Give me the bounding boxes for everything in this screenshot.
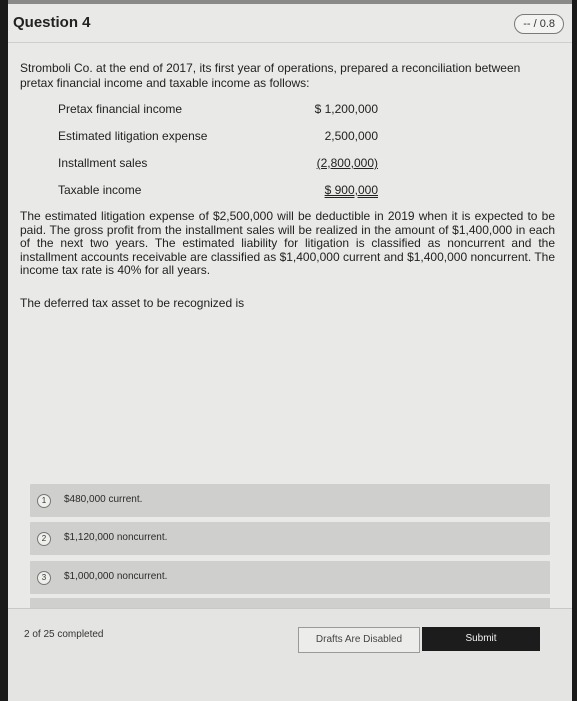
recon-label: Pretax financial income xyxy=(58,102,183,116)
option-label: $1,120,000 noncurrent. xyxy=(64,532,168,543)
question-title: Question 4 xyxy=(13,14,91,31)
footer-bar xyxy=(8,608,572,701)
answer-option-2[interactable] xyxy=(30,522,550,555)
answer-option-4-partial[interactable] xyxy=(30,598,550,608)
recon-row-litigation xyxy=(58,125,378,152)
option-number-circle: 2 xyxy=(37,532,51,546)
question-intro: Stromboli Co. at the end of 2017, its first year of operations, prepared a reconciliation between pretax financial income and taxable income as follows: xyxy=(20,61,521,90)
option-number-circle: 1 xyxy=(37,494,51,508)
option-number-circle: 3 xyxy=(37,571,51,585)
question-header xyxy=(8,4,572,43)
question-details: The estimated litigation expense of $2,500,000 will be deductible in 2019 when it is expected to be paid. The gross profit from the installment sales will be realized in the amount of $1,400,000 in each of the next two years. The estimated liability for litigation is classified as noncurrent and the installment accounts receivable are classified as $1,400,000 current and $1,400,000 noncurrent. The income tax rate is 40% for all years. xyxy=(20,209,555,277)
recon-label: Taxable income xyxy=(58,183,142,197)
recon-value: $ 1,200,000 xyxy=(314,102,378,116)
submit-button[interactable]: Submit xyxy=(422,627,540,651)
recon-label: Estimated litigation expense xyxy=(58,129,208,143)
question-prompt: The deferred tax asset to be recognized is xyxy=(20,296,245,310)
option-label: $480,000 current. xyxy=(64,494,143,505)
recon-row-taxable xyxy=(58,179,378,206)
drafts-disabled-button[interactable]: Drafts Are Disabled xyxy=(298,627,420,653)
recon-label: Installment sales xyxy=(58,156,148,170)
progress-text: 2 of 25 completed xyxy=(24,629,104,640)
answer-option-1[interactable] xyxy=(30,484,550,517)
recon-row-pretax xyxy=(58,98,378,125)
answer-option-3[interactable] xyxy=(30,561,550,594)
option-label: $1,000,000 noncurrent. xyxy=(64,571,168,582)
recon-value: $ 900,000 xyxy=(324,183,378,197)
reconciliation-table xyxy=(58,98,378,206)
recon-row-installment xyxy=(58,152,378,179)
recon-value: 2,500,000 xyxy=(324,129,378,143)
recon-value: (2,800,000) xyxy=(316,156,378,170)
score-badge: -- / 0.8 xyxy=(514,14,564,34)
question-panel xyxy=(8,0,572,700)
